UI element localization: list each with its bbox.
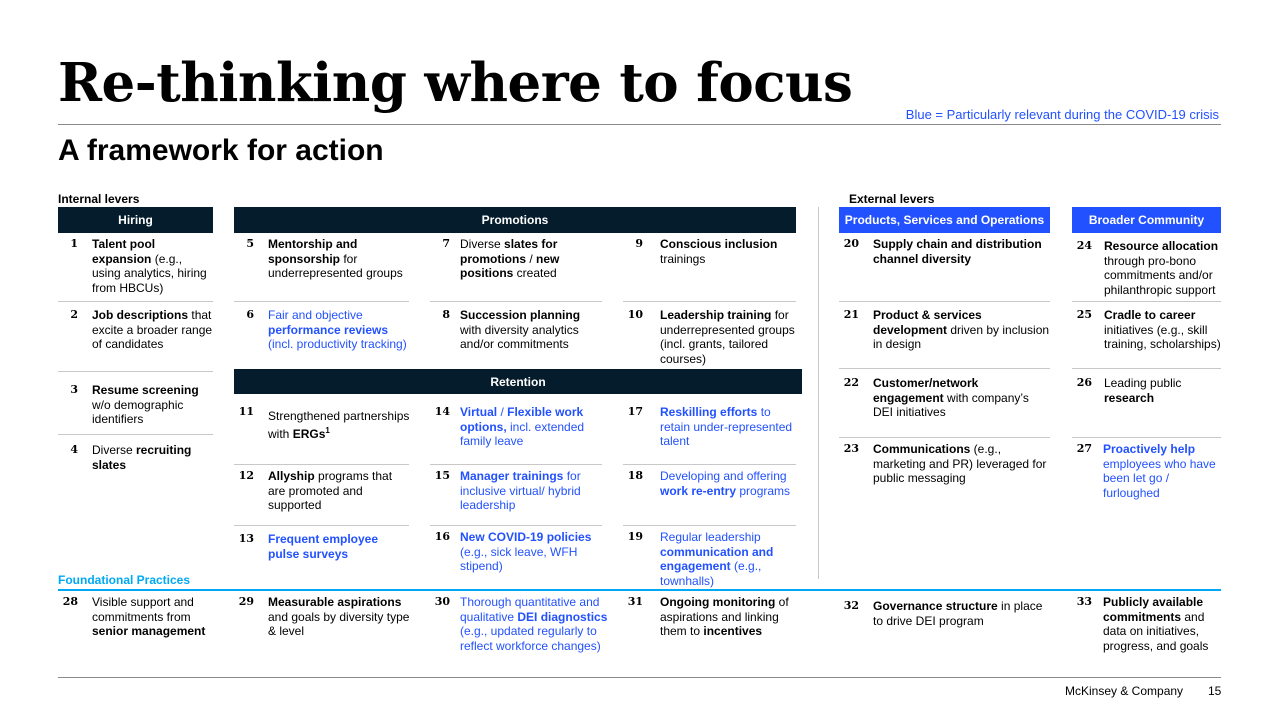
item-text: Developing and offering work re-entry programs xyxy=(660,469,791,498)
item-number: 6 xyxy=(246,308,254,321)
framework-item-33 xyxy=(1072,595,1221,655)
item-number: 9 xyxy=(635,237,643,250)
divider xyxy=(1072,368,1221,369)
divider xyxy=(234,301,409,302)
item-text: Publicly available commitments and data on initiatives, progress, and goals xyxy=(1103,595,1209,653)
item-text: Thorough quantitative and qualitative DEI diagnostics (e.g., updated regularly to reflect workforce changes) xyxy=(460,595,608,653)
framework-item-19 xyxy=(623,530,796,588)
item-text: Measurable aspirations and goals by diversity type & level xyxy=(268,595,410,638)
framework-item-12 xyxy=(234,469,409,519)
page-title: Re-thinking where to focus xyxy=(58,52,853,114)
framework-item-32 xyxy=(839,599,1050,633)
item-number: 28 xyxy=(62,595,78,608)
framework-item-3 xyxy=(58,383,213,431)
item-text: Visible support and commitments from senior management xyxy=(92,595,206,638)
item-text: Proactively help employees who have been let go / furloughed xyxy=(1103,442,1216,500)
legend-note: Blue = Particularly relevant during the COVID-19 crisis xyxy=(905,107,1219,122)
divider xyxy=(234,464,409,465)
item-text: Reskilling efforts to retain under-represented talent xyxy=(660,405,793,448)
framework-item-30 xyxy=(430,595,610,670)
framework-item-1 xyxy=(58,237,213,297)
divider xyxy=(839,368,1050,369)
item-text: Leading public research xyxy=(1104,376,1182,405)
item-number: 12 xyxy=(238,469,254,482)
item-text: Ongoing monitoring of aspirations and linking them to incentives xyxy=(660,595,789,638)
item-text: Conscious inclusion trainings xyxy=(660,237,778,266)
item-text: Fair and objective performance reviews (incl. productivity tracking) xyxy=(268,308,407,351)
page-subtitle: A framework for action xyxy=(58,134,384,167)
item-text: Strengthened partnerships with ERGs$^1$ xyxy=(268,409,410,441)
item-text: Supply chain and distribution channel diversity xyxy=(873,237,1042,266)
divider xyxy=(430,464,602,465)
item-text: Product & services development driven by inclusion in design xyxy=(873,308,1050,351)
framework-item-4 xyxy=(58,443,213,477)
item-text: Manager trainings for inclusive virtual/ hybrid leadership xyxy=(460,469,581,512)
framework-item-29 xyxy=(234,595,414,645)
page-number: 15 xyxy=(1208,684,1222,698)
framework-item-20 xyxy=(839,237,1050,271)
internal-external-divider xyxy=(818,207,819,579)
item-number: 10 xyxy=(627,308,643,321)
item-number: 15 xyxy=(434,469,450,482)
item-number: 21 xyxy=(843,308,859,321)
item-number: 23 xyxy=(843,442,859,455)
framework-item-26 xyxy=(1072,376,1221,410)
framework-item-31 xyxy=(623,595,803,645)
item-number: 24 xyxy=(1076,239,1092,252)
item-text: Resource allocation through pro-bono commitments and/or philanthropic support xyxy=(1104,239,1219,297)
framework-item-23 xyxy=(839,442,1050,492)
item-text: Diverse slates for promotions / new positions created xyxy=(460,237,560,280)
framework-item-18 xyxy=(623,469,796,503)
item-number: 8 xyxy=(442,308,450,321)
divider xyxy=(623,301,796,302)
divider xyxy=(1072,437,1221,438)
divider xyxy=(430,525,602,526)
item-text: Diverse recruiting slates xyxy=(92,443,192,472)
framework-item-14 xyxy=(430,405,602,455)
item-text: Communications (e.g., marketing and PR) leveraged for public messaging xyxy=(873,442,1047,485)
framework-item-24 xyxy=(1072,239,1221,299)
header-hiring: Hiring xyxy=(58,207,213,233)
item-number: 5 xyxy=(246,237,254,250)
item-number: 31 xyxy=(627,595,643,608)
item-text: Governance structure in place to drive DEI program xyxy=(873,599,1043,628)
item-number: 32 xyxy=(843,599,859,612)
header-products-services: Products, Services and Operations xyxy=(839,207,1050,233)
item-text: Mentorship and sponsorship for underrepresented groups xyxy=(268,237,403,280)
divider xyxy=(1072,301,1221,302)
framework-item-27 xyxy=(1072,442,1221,502)
framework-item-21 xyxy=(839,308,1050,358)
item-number: 29 xyxy=(238,595,254,608)
item-number: 14 xyxy=(434,405,450,418)
item-text: Customer/network engagement with company’s DEI initiatives xyxy=(873,376,1029,419)
divider xyxy=(623,464,796,465)
framework-item-7 xyxy=(430,237,602,287)
internal-levers-label: Internal levers xyxy=(58,192,140,206)
divider xyxy=(58,434,213,435)
item-number: 25 xyxy=(1076,308,1092,321)
item-number: 19 xyxy=(627,530,643,543)
divider xyxy=(430,301,602,302)
item-text: Job descriptions that excite a broader range of candidates xyxy=(92,308,213,351)
framework-item-9 xyxy=(623,237,796,271)
item-number: 22 xyxy=(843,376,859,389)
framework-item-22 xyxy=(839,376,1050,426)
divider xyxy=(623,525,796,526)
footer-divider xyxy=(58,677,1221,678)
item-number: 33 xyxy=(1076,595,1092,608)
framework-item-15 xyxy=(430,469,602,519)
foundational-divider xyxy=(58,589,1221,591)
external-levers-label: External levers xyxy=(849,192,935,206)
item-number: 1 xyxy=(70,237,78,250)
item-text: Talent pool expansion (e.g., using analytics, hiring from HBCUs) xyxy=(92,237,207,295)
header-broader-community: Broader Community xyxy=(1072,207,1221,233)
item-text: Leadership training for underrepresented groups (incl. grants, tailored courses) xyxy=(660,308,795,366)
framework-item-13 xyxy=(234,532,409,566)
framework-item-17 xyxy=(623,405,796,455)
item-text: Cradle to career initiatives (e.g., skill training, scholarships) xyxy=(1104,308,1221,351)
header-promotions: Promotions xyxy=(234,207,796,233)
item-text: Frequent employee pulse surveys xyxy=(268,532,379,561)
item-text: New COVID-19 policies (e.g., sick leave, WFH stipend) xyxy=(460,530,592,573)
item-number: 17 xyxy=(627,405,643,418)
framework-item-5 xyxy=(234,237,409,287)
item-text: Regular leadership communication and engagement (e.g., townhalls) xyxy=(660,530,774,588)
framework-item-6 xyxy=(234,308,409,358)
divider xyxy=(234,525,409,526)
framework-item-2 xyxy=(58,308,213,358)
divider xyxy=(839,437,1050,438)
item-number: 4 xyxy=(70,443,78,456)
item-text: Succession planning with diversity analytics and/or commitments xyxy=(460,308,581,351)
item-text: Resume screening w/o demographic identifiers xyxy=(92,383,199,426)
item-number: 7 xyxy=(442,237,450,250)
divider xyxy=(58,371,213,372)
divider xyxy=(58,301,213,302)
item-number: 16 xyxy=(434,530,450,543)
header-retention: Retention xyxy=(234,369,802,394)
item-number: 13 xyxy=(238,532,254,545)
item-number: 3 xyxy=(70,383,78,396)
divider xyxy=(839,301,1050,302)
footer-company: McKinsey & Company xyxy=(1065,684,1184,698)
item-number: 18 xyxy=(627,469,643,482)
item-text: Allyship programs that are promoted and supported xyxy=(268,469,393,512)
framework-item-8 xyxy=(430,308,602,358)
framework-item-28 xyxy=(58,595,218,645)
title-divider xyxy=(58,124,1221,125)
framework-item-16 xyxy=(430,530,602,576)
foundational-practices-label: Foundational Practices xyxy=(58,573,191,587)
item-number: 27 xyxy=(1076,442,1092,455)
framework-item-25 xyxy=(1072,308,1221,358)
framework-item-10 xyxy=(623,308,796,368)
item-text: Virtual / Flexible work options, incl. extended family leave xyxy=(460,405,585,448)
item-number: 30 xyxy=(434,595,450,608)
item-number: 26 xyxy=(1076,376,1092,389)
item-number: 2 xyxy=(70,308,78,321)
item-number: 11 xyxy=(238,405,254,418)
item-number: 20 xyxy=(843,237,859,250)
framework-item-11 xyxy=(234,405,409,445)
